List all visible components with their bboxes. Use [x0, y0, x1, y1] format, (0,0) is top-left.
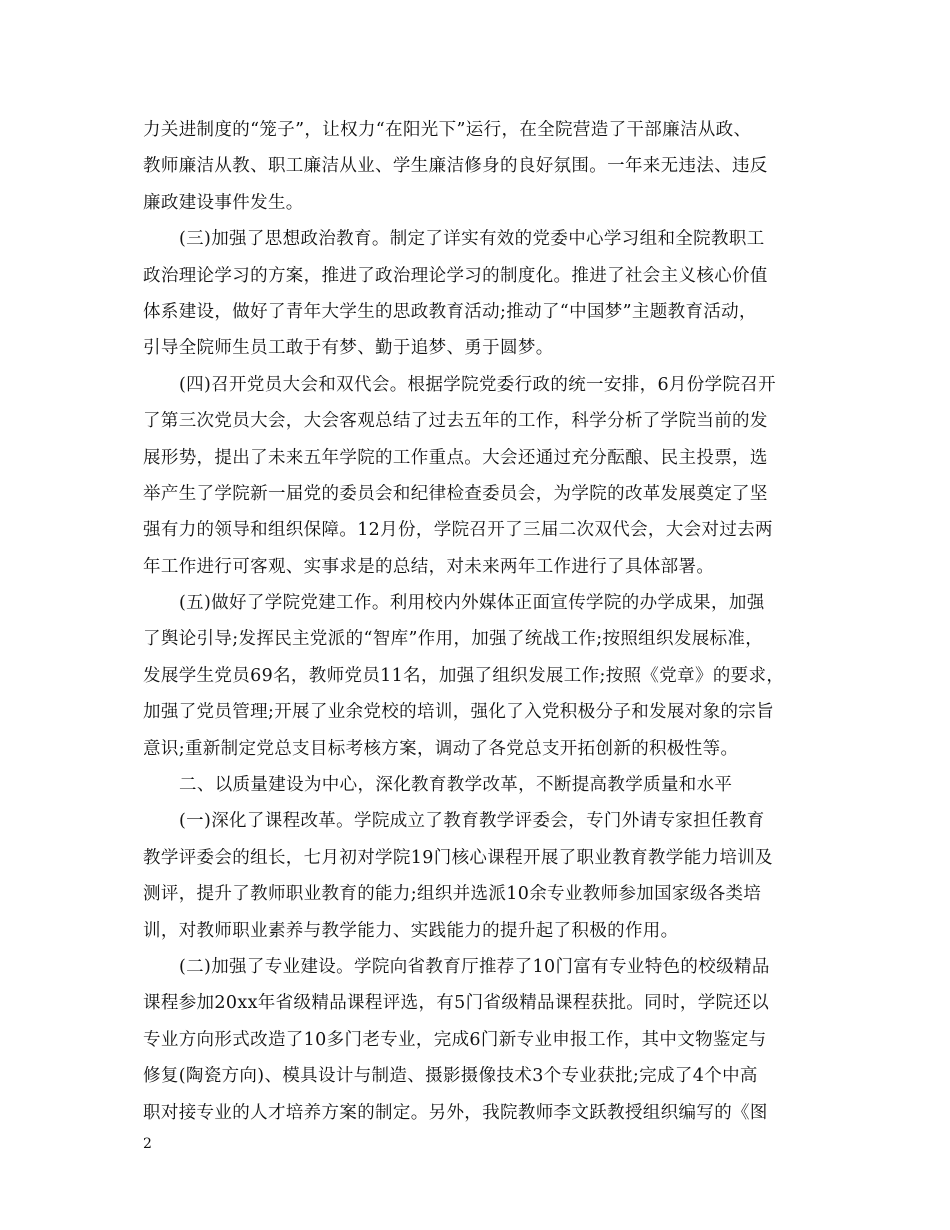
text-line: 测评，提升了教师职业教育的能力;组织并选派10余专业教师参加国家级各类培	[143, 884, 762, 905]
text-line: 专业方向形式改造了10多门老专业，完成6门新专业申报工作，其中文物鉴定与	[143, 1029, 767, 1050]
text-line: (二)加强了专业建设。学院向省教育厅推荐了10门富有专业特色的校级精品	[179, 956, 770, 977]
text-line: 引导全院师生员工敢于有梦、勤于追梦、勇于圆梦。	[143, 338, 554, 359]
text-line: 政治理论学习的方案，推进了政治理论学习的制度化。推进了社会主义核心价值	[143, 265, 768, 286]
text-line: (五)做好了学院党建工作。利用校内外媒体正面宣传学院的办学成果，加强	[179, 593, 765, 614]
text-line: 年工作进行可客观、实事求是的总结，对未来两年工作进行了具体部署。	[143, 556, 715, 577]
text-line: (三)加强了思想政治教育。制定了详实有效的党委中心学习组和全院教职工	[179, 229, 765, 250]
text-line: 意识;重新制定党总支目标考核方案，调动了各党总支开拓创新的积极性等。	[143, 738, 739, 759]
text-line: 训，对教师职业素养与教学能力、实践能力的提升起了积极的作用。	[143, 920, 679, 941]
text-line: (四)召开党员大会和双代会。根据学院党委行政的统一安排，6月份学院召开	[179, 374, 777, 395]
text-line: 教学评委会的组长，七月初对学院19门核心课程开展了职业教育教学能力培训及	[143, 847, 773, 868]
text-line: 力关进制度的“笼子”，让权力“在阳光下”运行，在全院营造了干部廉洁从政、	[143, 120, 752, 140]
text-line: 举产生了学院新一届党的委员会和纪律检查委员会，为学院的改革发展奠定了坚	[143, 483, 768, 504]
text-line: 廉政建设事件发生。	[143, 192, 304, 213]
text-line: 发展学生党员69名，教师党员11名，加强了组织发展工作;按照《党章》的要求，	[143, 665, 785, 686]
text-line: 职对接专业的人才培养方案的制定。另外，我院教师李文跃教授组织编写的《图	[143, 1102, 768, 1123]
text-line: 体系建设，做好了青年大学生的思政教育活动;推动了“中国梦”主题教育活动，	[143, 301, 757, 322]
text-line: 了第三次党员大会，大会客观总结了过去五年的工作，科学分析了学院当前的发	[143, 411, 768, 432]
text-line: (一)深化了课程改革。学院成立了教育教学评委会，专门外请专家担任教育	[179, 811, 765, 832]
text-line: 强有力的领导和组织保障。12月份，学院召开了三届二次双代会，大会对过去两	[143, 520, 773, 541]
page-number: 2	[143, 1136, 152, 1152]
text-line: 了舆论引导;发挥民主党派的“智库”作用，加强了统战工作;按照组织发展标准，	[143, 629, 764, 650]
text-line: 教师廉洁从教、职工廉洁从业、学生廉洁修身的良好氛围。一年来无违法、违反	[143, 156, 768, 177]
text-line: 加强了党员管理;开展了业余党校的培训，强化了入党积极分子和发展对象的宗旨	[143, 702, 774, 723]
document-body	[143, 112, 808, 1131]
text-line: 二、以质量建设为中心，深化教育教学改革，不断提高教学质量和水平	[179, 775, 733, 796]
text-line: 课程参加20xx年省级精品课程评选，有5门省级精品课程获批。同时，学院还以	[143, 993, 770, 1014]
text-line: 展形势，提出了未来五年学院的工作重点。大会还通过充分酝酿、民主投票，选	[143, 447, 768, 468]
text-line: 修复(陶瓷方向)、模具设计与制造、摄影摄像技术3个专业获批;完成了4个中高	[143, 1066, 758, 1087]
